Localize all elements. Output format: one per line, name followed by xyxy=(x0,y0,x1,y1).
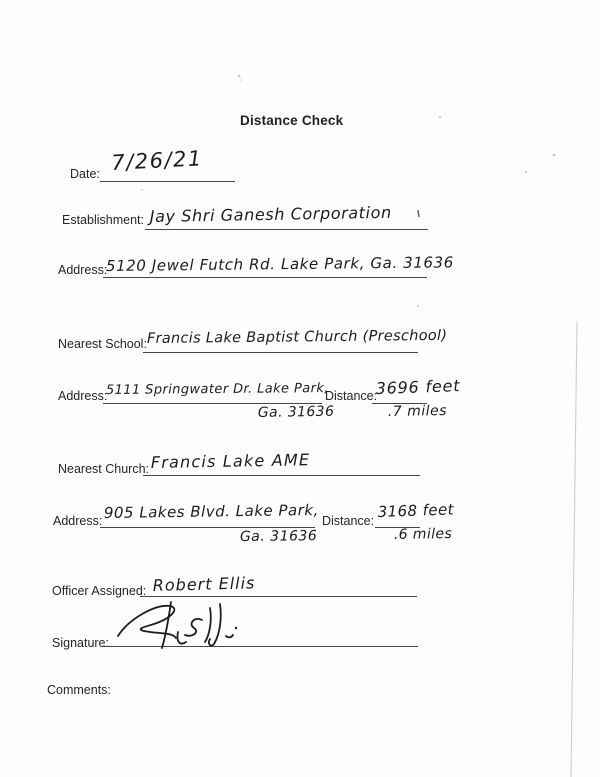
school-distance-label: Distance: xyxy=(325,389,378,403)
establishment-address-label: Address: xyxy=(58,263,108,277)
school-address-line1: 5111 Springwater Dr. Lake Park, xyxy=(105,381,329,398)
establishment-value: Jay Shri Ganesh Corporation xyxy=(149,202,392,226)
school-distance-miles: .7 miles xyxy=(387,402,448,420)
nearest-school-label: Nearest School: xyxy=(58,337,147,351)
comments-label: Comments: xyxy=(47,683,111,697)
school-address-line2: Ga. 31636 xyxy=(257,403,335,421)
establishment-address-line xyxy=(103,277,427,278)
date-line xyxy=(100,181,235,182)
nearest-school-line xyxy=(143,352,418,353)
signature-scrawl xyxy=(114,598,254,652)
church-distance-feet: 3168 feet xyxy=(377,500,455,521)
nearest-church-value: Francis Lake AME xyxy=(150,450,311,472)
date-value: 7/26/21 xyxy=(110,146,204,175)
church-address-label: Address: xyxy=(53,514,103,528)
church-address-line2: Ga. 31636 xyxy=(239,528,318,545)
establishment-line xyxy=(145,229,428,230)
officer-assigned-value: Robert Ellis xyxy=(152,573,256,595)
church-distance-miles: .6 miles xyxy=(393,525,453,543)
school-distance-feet: 3696 feet xyxy=(375,376,461,398)
nearest-church-label: Nearest Church: xyxy=(58,462,150,476)
page-title: Distance Check xyxy=(240,113,344,128)
officer-assigned-label: Officer Assigned: xyxy=(52,584,147,598)
church-distance-label: Distance: xyxy=(322,514,375,528)
date-label: Date: xyxy=(70,167,100,181)
establishment-address-value: 5120 Jewel Futch Rd. Lake Park, Ga. 31636 xyxy=(105,253,454,275)
signature-label: Signature: xyxy=(52,636,109,650)
church-address-line1: 905 Lakes Blvd. Lake Park, xyxy=(103,501,319,522)
establishment-label: Establishment: xyxy=(62,213,144,227)
nearest-school-value: Francis Lake Baptist Church (Preschool) xyxy=(146,327,448,347)
officer-assigned-line xyxy=(140,596,417,597)
school-address-label: Address: xyxy=(58,389,108,403)
nearest-church-line xyxy=(143,475,420,476)
